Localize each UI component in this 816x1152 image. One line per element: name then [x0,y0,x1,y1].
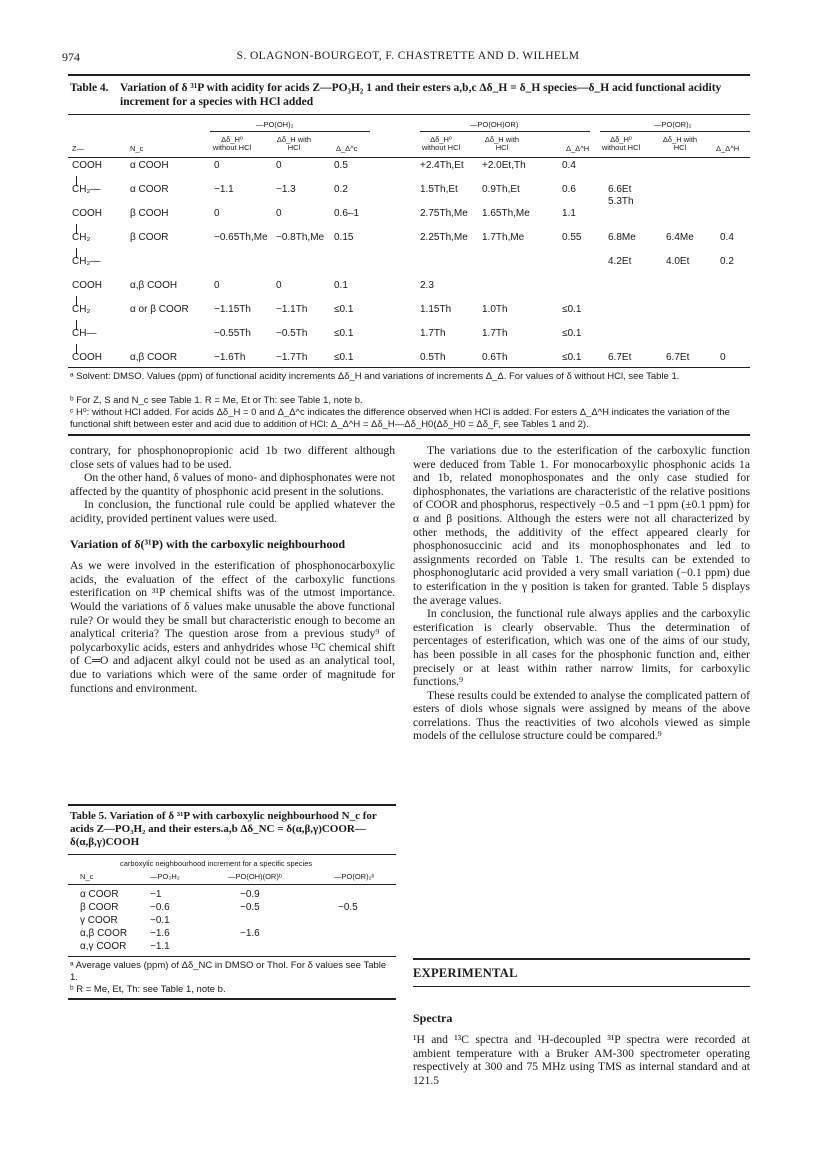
table4-cell: 0.2 [334,184,348,195]
table5-cell: α COOR [80,889,119,900]
group-header-acid: —PO(OH)₂ [256,120,294,129]
paragraph: These results could be extended to analyse the complicated pattern of esters of diols whose signals were assigned by means of the above correlations. Thus the reactivities of two alcohols viewed as simple models of the cellulose structure could be compared.⁹ [413,688,750,743]
table4-cell: COOH [72,208,102,219]
col-header-delta-mono: Δ_Δ^H [566,144,590,153]
table5-cell: −0.1 [150,915,170,926]
table4-cell: 1.7Th [482,328,508,339]
table4-cell: 0 [276,160,282,171]
left-column [70,444,395,695]
table4-cell: 0.5 [334,160,348,171]
table4-cell: 0.1 [334,280,348,291]
table4-header-rule [68,157,750,158]
table4-cell: 0 [214,160,220,171]
table4-cell: ≤0.1 [562,328,582,339]
table4-footnote-a: ᵃ Solvent: DMSO. Values (ppm) of functional acidity increments Δδ_H and variations of increments Δ_Δ. For values of δ without HCl, see Table 1. [70,371,680,382]
table4-cell: β COOH [130,208,169,219]
table5-footnote-b: ᵇ R = Me, Et, Th: see Table 1, note b. [70,984,226,995]
table4-label: Table 4. [70,82,109,94]
table5-end-rule [68,998,396,1000]
table4-cell: −1.1Th [276,304,308,315]
table4-cell: 4.0Et [666,256,690,267]
col-header-delta-acid: Δ_Δ^c [336,144,358,153]
table4-cell: −1.15Th [214,304,251,315]
table4-cell: α,β COOR [130,352,178,363]
t5-col-header: N_c [80,872,94,881]
group-rule-diester [600,131,750,132]
table4-cell: +2.0Et,Th [482,160,526,171]
table4-cell: ≤0.1 [334,304,354,315]
table4-cell: 1.15Th [420,304,452,315]
table4-cell: 1.5Th,Et [420,184,458,195]
table4-cell: −0.8Th,Me [276,232,325,243]
table4-cell: 1.0Th [482,304,508,315]
table4-cell: 0.6Th [482,352,508,363]
table4-cell: −0.55Th [214,328,251,339]
group-rule-acid [210,131,370,132]
col-header-z: Z— [72,144,85,153]
right-column [413,444,750,743]
spectra-heading: Spectra [413,1011,453,1025]
table4-cell: 1.1 [562,208,576,219]
table4-cell: 1.65Th,Me [482,208,530,219]
t5-col-header: —PO(OH)(OR)ᵇ [228,872,282,881]
table4-cell: −0.65Th,Me [214,232,268,243]
table5-subheader: carboxylic neighbourhood increment for a specific species [120,859,313,868]
table4-cell: 0.5Th [420,352,446,363]
table4-caption [70,81,750,109]
table4-cell: COOH [72,160,102,171]
table5-cell: −0.5 [338,902,358,913]
table5-bottom-rule [68,956,396,957]
table4-cell: −1.3 [276,184,296,195]
paragraph: In conclusion, the functional rule could be applied whatever the acidity, provided pertinent values were used. [70,498,395,525]
table4-cell: 0 [720,352,726,363]
table5-header-rule [68,884,396,885]
group-header-diester: —PO(OR)₂ [654,120,692,129]
table5-caption [70,810,395,849]
table4-cell: 0 [214,280,220,291]
table4-cell: 6.8Me [608,232,636,243]
table5-top-rule [68,804,396,806]
group-rule-monoester [420,131,590,132]
col-header-dh-mono: Δδ_H with HCl [484,135,520,152]
table4-cell: 6.7Et [666,352,690,363]
table4-cell: 0 [214,208,220,219]
table4-cell: ≤0.1 [562,352,582,363]
table4-cell: 0.6–1 [334,208,360,219]
col-header-dh0-acid: Δδ_H⁰ without HCl [212,135,252,152]
table5-cell: −0.6 [150,902,170,913]
col-header-nc: N_c [130,144,144,153]
table5-cell: −0.9 [240,889,260,900]
table4-cell: α COOR [130,184,169,195]
table4-cell: CH₂ [72,304,91,315]
table4-caption-text: Variation of δ ³¹P with acidity for acids Z—PO₃H₂ 1 and their esters a,b,c Δδ_H = δ_H species—δ_H acid functional acidity increment for a species with HCl added [120,82,722,108]
table4-cell: −1.1 [214,184,234,195]
table5-cell: −1.1 [150,941,170,952]
table5-cell: β COOR [80,902,119,913]
col-header-delta-di: Δ_Δ^H [716,144,740,153]
table4-end-rule [68,434,750,436]
table5-cell: −1 [150,889,162,900]
table4-cell: 0.4 [720,232,734,243]
table5-caption-text: Variation of δ ³¹P with carboxylic neighbourhood N_c for acids Z—PO₃H₂ and their esters.a,b Δδ_NC = δ(α,β,γ)COOR—δ(α,β,γ)COOH [70,810,377,848]
table4-cell: 0 [276,208,282,219]
paragraph: On the other hand, δ values of mono- and diphosphonates were not affected by the quantity of phosphonic acid present in the solutions. [70,471,395,498]
table4-cell: 0.6 [562,184,576,195]
table4-cell: ≤0.1 [334,328,354,339]
table4-cell: 0.2 [720,256,734,267]
t5-col-header: —PO(OR)₂ᵇ [334,872,375,881]
table5-cell: −1.6 [150,928,170,939]
table4-cell: COOH [72,280,102,291]
table5-cell: α,β COOR [80,928,128,939]
table4-cell: 1.7Th,Me [482,232,525,243]
col-header-dh0-mono: Δδ_H⁰ without HCl [421,135,461,152]
table4-cell: 1.7Th [420,328,446,339]
table4-cell: 6.6Et [608,184,632,195]
running-title: S. OLAGNON-BOURGEOT, F. CHASTRETTE AND D. WILHELM [236,50,580,62]
col-header-dh-acid: Δδ_H with HCl [276,135,312,152]
table5-cell: γ COOR [80,915,118,926]
table4-cell: β COOR [130,232,169,243]
table4-cell: 6.7Et [608,352,632,363]
table4-cell: +2.4Th,Et [420,160,464,171]
table4-caption-rule [68,114,750,115]
table4-cell: CH₂— [72,256,101,267]
table4-cell: 0.4 [562,160,576,171]
paragraph: The variations due to the esterification of the carboxylic function were deduced from Table 1. For monocarboxylic phosphonic acids 1a and 1b, related monophosponates and the only case studied for diphosphonates, the variations are characteristic of the relative positions of COOR and phosphorus, respectively −0.5 and −1 ppm (±0.1 ppm) for α and β positions. Although the esters were not all characterized by other methods, the additivity of the effect appeared clearly for phosphonosuccinic acid and its monophosphonates and led to assignments recorded on Table 1. The results can be extended to phosphonoglutaric acid provided a very small variation (−0.1 ppm) due to esterification in the γ position is taken for granted. Table 5 displays the average values. [413,444,750,607]
page-number: 974 [62,50,80,64]
col-header-dh0-di: Δδ_H⁰ without HCl [601,135,641,152]
table4-footnote-c: ᶜ H⁰: without HCl added. For acids Δδ_H = 0 and Δ_Δ^c indicates the difference observed when HCl is added. For esters Δ_Δ^H indicates the variation of the functional shift between ester and acid due to addition of HCl: Δ_Δ^H = Δδ_H—Δδ_H0(Δδ_H0 = Δδ_F, see Tables 1 and 2). [70,407,730,430]
experimental-top-rule [413,958,750,960]
table4-cell: 0.9Th,Et [482,184,520,195]
experimental-heading: EXPERIMENTAL [413,966,518,980]
table4-cell: −1.6Th [214,352,246,363]
table4-cell: −0.5Th [276,328,308,339]
spectra-paragraph: ¹H and ¹³C spectra and ¹H-decoupled ³¹P spectra were recorded at ambient temperature with a Bruker AM-300 spectrometer operating respectively at 300 and 75 MHz using TMS as internal standard and at 121.5 [413,1033,750,1087]
table5-caption-rule [68,854,396,855]
table4-cell: COOH [72,352,102,363]
table5-cell: −1.6 [240,928,260,939]
table4-cell: 6.4Me [666,232,694,243]
table4-cell: α COOH [130,160,169,171]
table4-cell: 2.75Th,Me [420,208,468,219]
paragraph: As we were involved in the esterification of phosphonocarboxylic acids, the evaluation of the effect of the carboxylic functions esterification on ³¹P chemical shifts was of the utmost importance. Would the variations of δ values make unusable the above functional rule? Or would they be small but characteristic enough to become an analytical criteria? The question arose from a previous study⁹ of polycarboxylic acids, esters and anhydrides whose ¹³C chemical shift of C═O and adjacent alkyl could not be used as an analytical tool, due to variations which were of the same order of magnitude for functions and environment. [70,559,395,695]
table4-cell: ≤0.1 [562,304,582,315]
table5-cell: −0.5 [240,902,260,913]
table4-cell: 0 [276,280,282,291]
table4-cell: −1.7Th [276,352,308,363]
table5-footnote-a: ᵃ Average values (ppm) of Δδ_NC in DMSO or Thol. For δ values see Table 1. [70,960,387,983]
table4-cell: CH— [72,328,97,339]
table4-footnote-b: ᵇ For Z, S and N_c see Table 1. R = Me, Et or Th: see Table 1, note b. [70,395,363,406]
table4-cell: α,β COOH [130,280,178,291]
table4-cell: 2.3 [420,280,434,291]
experimental-bottom-rule [413,986,750,987]
table4-cell: CH₂— [72,184,101,195]
col-header-dh-di: Δδ_H with HCl [662,135,698,152]
table4-cell: CH₂ [72,232,91,243]
paragraph: In conclusion, the functional rule always applies and the carboxylic esterification is clearly observable. Thus the determination of percentages of esterification, which was one of the aims of our study, has been possible in all cases for the phosphonic function and, either precisely or at least within rather narrow limits, for carboxylic functions.⁹ [413,607,750,689]
table4-cell: 0.15 [334,232,354,243]
table4-cell: 4.2Et [608,256,632,267]
group-header-monoester: —PO(OH)OR) [470,120,519,129]
table4-cell: 2.25Th,Me [420,232,468,243]
table5-cell: α,γ COOR [80,941,127,952]
table4-cell: ≤0.1 [334,352,354,363]
table4-cell: α or β COOR [130,304,189,315]
table5-label: Table 5. [70,810,107,822]
table4-cell: 5.3Th [608,196,634,207]
table4-bottom-rule [68,367,750,368]
table4-cell: 0.55 [562,232,582,243]
paragraph: contrary, for phosphonopropionic acid 1b two different although close sets of values had to be used. [70,444,395,471]
t5-col-header: —PO₃H₂ [150,872,180,881]
section-heading: Variation of δ(³¹P) with the carboxylic neighbourhood [70,536,345,551]
table4-top-rule [68,74,750,76]
